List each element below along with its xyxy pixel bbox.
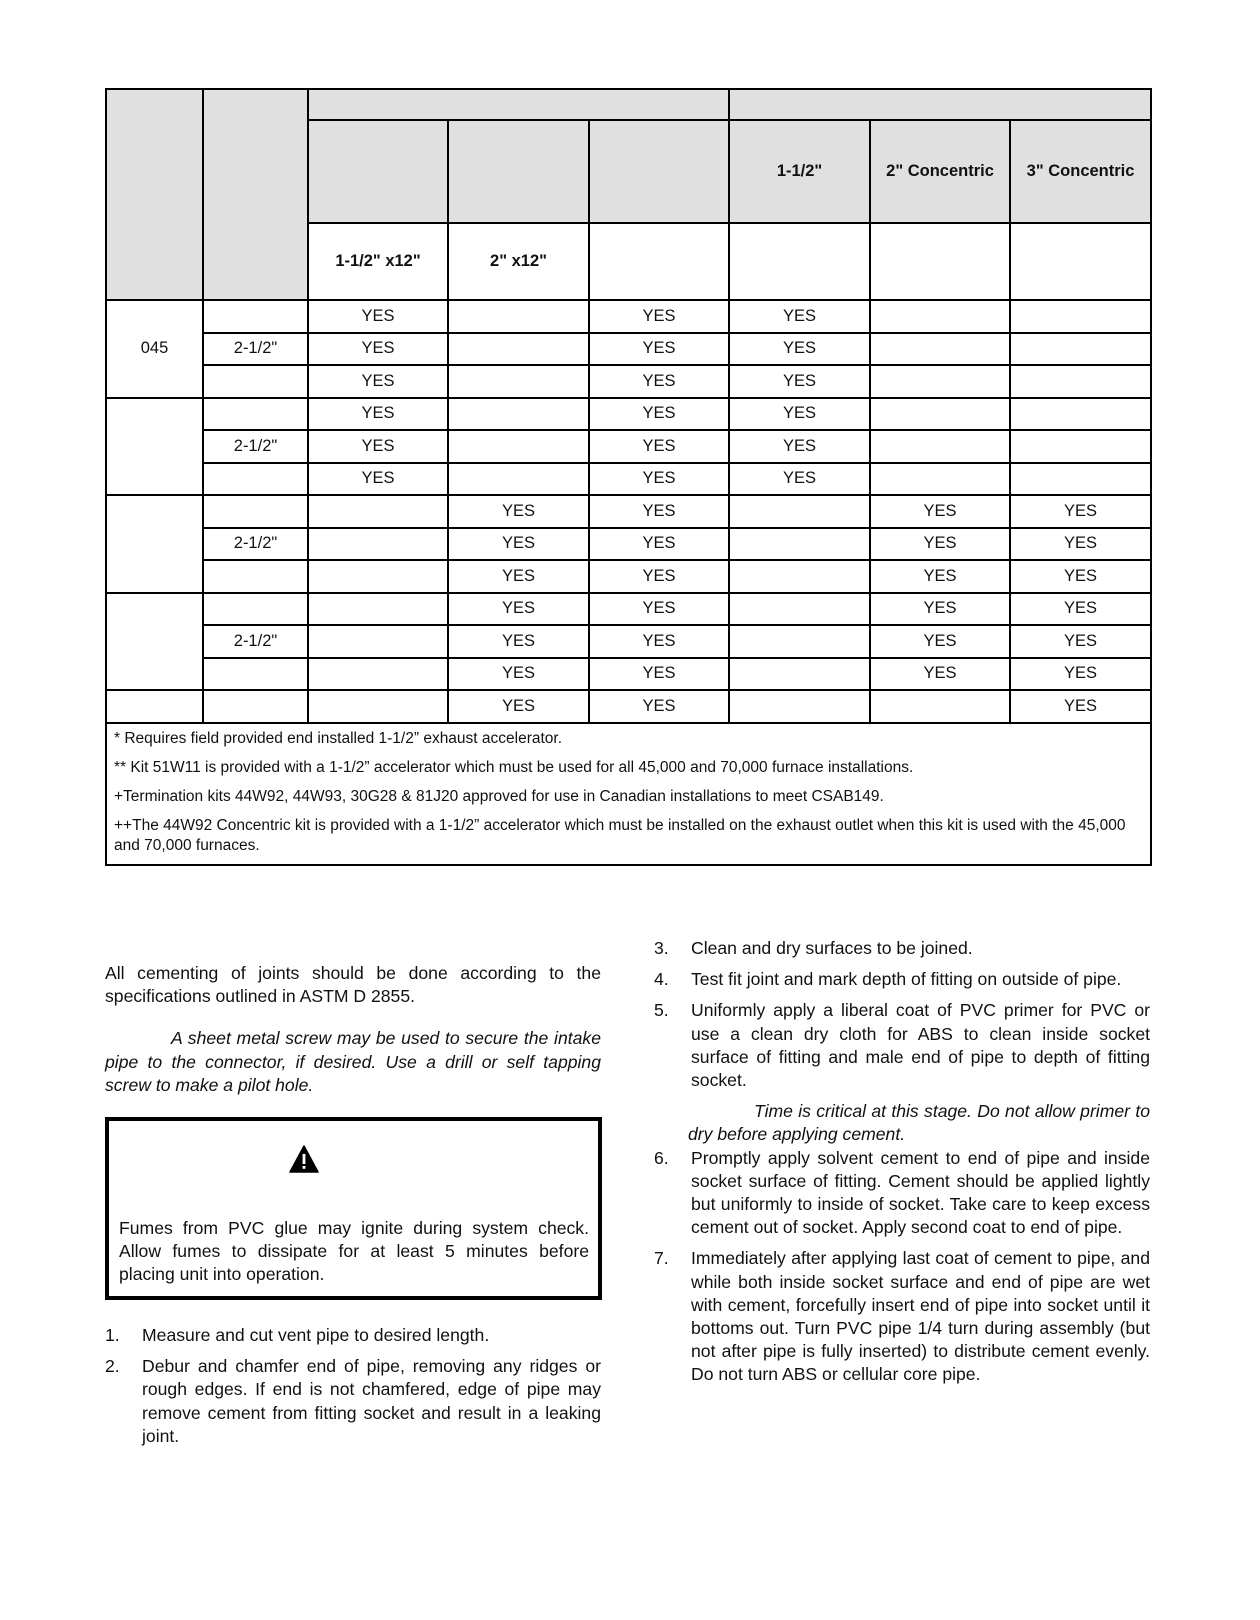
step-number: 4.	[654, 969, 669, 990]
size-cell: 2-1/2"	[203, 625, 308, 658]
data-cell	[308, 658, 448, 691]
header-cell: 2" x12"	[448, 223, 589, 300]
data-cell	[729, 560, 870, 593]
step-item	[105, 1324, 601, 1347]
data-cell: YES	[589, 560, 729, 593]
data-cell	[448, 463, 589, 496]
data-cell: YES	[1010, 690, 1151, 723]
header-group-standard	[308, 89, 729, 120]
data-cell: YES	[589, 495, 729, 528]
table-row	[106, 463, 1151, 496]
data-cell: YES	[870, 528, 1010, 561]
header-cell: 3" Concentric	[1010, 120, 1151, 223]
data-cell: YES	[870, 625, 1010, 658]
data-cell	[1010, 430, 1151, 463]
data-cell	[729, 690, 870, 723]
intro-paragraph: All cementing of joints should be done according to the specifications outlined in ASTM D 2855.	[105, 963, 601, 1007]
header-cell	[448, 120, 589, 223]
model-cell	[106, 690, 203, 723]
table-row	[106, 333, 1151, 366]
data-cell: YES	[1010, 528, 1151, 561]
step-item	[654, 999, 1150, 1092]
steps-left	[105, 1324, 601, 1456]
data-cell	[870, 430, 1010, 463]
data-cell: YES	[589, 398, 729, 431]
size-cell	[203, 495, 308, 528]
model-cell	[106, 593, 203, 691]
table-row	[106, 658, 1151, 691]
data-cell: YES	[308, 365, 448, 398]
data-cell: YES	[589, 300, 729, 333]
step-text: Immediately after applying last coat of cement to pipe, and while both inside socket surface and end of pipe are wet with cement, forcefully insert end of pipe into socket until it bottoms out. Turn PVC pipe 1/4 turn during assembly (but not after pipe is fully inserted) to distribute cement evenly. Do not turn ABS or cellular core pipe.	[691, 1248, 1150, 1385]
data-cell: YES	[589, 625, 729, 658]
step-number: 6.	[654, 1147, 669, 1168]
data-cell	[448, 365, 589, 398]
data-cell: YES	[1010, 495, 1151, 528]
step-number: 2.	[105, 1356, 120, 1377]
data-cell: YES	[729, 333, 870, 366]
size-cell	[203, 365, 308, 398]
data-cell	[870, 398, 1010, 431]
data-cell	[308, 593, 448, 626]
header-cell: 1-1/2" x12"	[308, 223, 448, 300]
data-cell	[870, 365, 1010, 398]
data-cell	[448, 333, 589, 366]
data-cell	[1010, 333, 1151, 366]
vent-termination-table	[105, 88, 1152, 866]
data-cell: YES	[308, 333, 448, 366]
step-item	[654, 937, 1150, 960]
data-cell: YES	[729, 365, 870, 398]
data-cell: YES	[308, 398, 448, 431]
data-cell: YES	[589, 333, 729, 366]
data-cell	[729, 593, 870, 626]
step-text: Debur and chamfer end of pipe, removing any ridges or rough edges. If end is not chamfered, edge of pipe may remove cement from fitting socket and result in a leaking joint.	[142, 1356, 601, 1446]
header-model	[106, 89, 203, 300]
data-cell: YES	[448, 625, 589, 658]
data-cell: YES	[729, 463, 870, 496]
header-cell: 2" Concentric	[870, 120, 1010, 223]
data-cell	[448, 430, 589, 463]
step-text: Clean and dry surfaces to be joined.	[691, 938, 973, 958]
header-cell	[729, 223, 870, 300]
data-cell: YES	[870, 593, 1010, 626]
table-row	[106, 593, 1151, 626]
data-cell: YES	[308, 430, 448, 463]
size-cell	[203, 593, 308, 626]
size-cell	[203, 463, 308, 496]
left-column	[105, 962, 601, 1097]
header-cell	[308, 120, 448, 223]
data-cell: YES	[870, 658, 1010, 691]
data-cell	[448, 300, 589, 333]
data-cell: YES	[448, 593, 589, 626]
data-cell: YES	[589, 463, 729, 496]
warning-box	[105, 1117, 602, 1300]
data-cell: YES	[448, 495, 589, 528]
data-cell: YES	[448, 690, 589, 723]
size-cell	[203, 690, 308, 723]
data-cell	[729, 528, 870, 561]
data-cell	[1010, 300, 1151, 333]
data-cell	[870, 333, 1010, 366]
data-cell	[308, 495, 448, 528]
data-cell	[1010, 398, 1151, 431]
data-cell	[870, 463, 1010, 496]
primer-note: Time is critical at this stage. Do not allow primer to dry before applying cement.	[688, 1101, 1150, 1145]
header-cell	[870, 223, 1010, 300]
data-cell: YES	[308, 463, 448, 496]
data-cell: YES	[1010, 625, 1151, 658]
screw-note: A sheet metal screw may be used to secure the intake pipe to the connector, if desired. Use a drill or self tapping screw to make a pilot hole.	[105, 1028, 601, 1095]
size-cell: 2-1/2"	[203, 430, 308, 463]
table-row	[106, 690, 1151, 723]
header-cell	[589, 223, 729, 300]
data-cell: YES	[589, 593, 729, 626]
header-cell	[1010, 223, 1151, 300]
size-cell	[203, 398, 308, 431]
data-cell: YES	[870, 560, 1010, 593]
table-row	[106, 528, 1151, 561]
step-number: 5.	[654, 1000, 669, 1021]
table-row	[106, 300, 1151, 333]
data-cell	[870, 690, 1010, 723]
table-row	[106, 495, 1151, 528]
size-cell	[203, 560, 308, 593]
footnote: +Termination kits 44W92, 44W93, 30G28 & 81J20 approved for use in Canadian installations to meet CSAB149.	[114, 787, 884, 805]
data-cell	[308, 625, 448, 658]
data-cell: YES	[1010, 560, 1151, 593]
data-cell: YES	[1010, 658, 1151, 691]
data-cell: YES	[589, 430, 729, 463]
data-cell: YES	[729, 300, 870, 333]
data-cell	[308, 690, 448, 723]
step-number: 3.	[654, 938, 669, 958]
data-cell: YES	[448, 658, 589, 691]
data-cell: YES	[729, 430, 870, 463]
size-cell	[203, 658, 308, 691]
step-text: Test fit joint and mark depth of fitting on outside of pipe.	[691, 969, 1122, 990]
data-cell	[870, 300, 1010, 333]
size-cell: 2-1/2"	[203, 528, 308, 561]
step-item	[654, 1247, 1150, 1386]
size-cell: 2-1/2"	[203, 333, 308, 366]
header-cell: 1-1/2"	[729, 120, 870, 223]
step-text: Promptly apply solvent cement to end of pipe and inside socket surface of fitting. Cement should be applied lightly but uniformly to inside of socket. Take care to keep excess cement out of socket. Apply second coat to end of pipe.	[691, 1147, 1150, 1238]
step-item	[105, 1355, 601, 1448]
table-row	[106, 398, 1151, 431]
model-cell: 045	[106, 300, 203, 398]
header-group-concentric	[729, 89, 1151, 120]
header-cell	[589, 120, 729, 223]
data-cell	[308, 528, 448, 561]
step-number: 1.	[105, 1325, 120, 1345]
warning-text: Fumes from PVC glue may ignite during system check. Allow fumes to dissipate for at least 5 minutes before placing unit into operation.	[119, 1218, 589, 1285]
data-cell	[729, 625, 870, 658]
model-cell	[106, 495, 203, 593]
data-cell	[729, 495, 870, 528]
table-row	[106, 430, 1151, 463]
data-cell: YES	[589, 690, 729, 723]
header-vent-size	[203, 89, 308, 300]
data-cell	[729, 658, 870, 691]
footnote: ** Kit 51W11 is provided with a 1-1/2” accelerator which must be used for all 45,000 and 70,000 furnace installations.	[114, 758, 914, 776]
step-item	[654, 1147, 1150, 1240]
table-footnotes	[106, 723, 1151, 865]
data-cell: YES	[870, 495, 1010, 528]
table-row	[106, 560, 1151, 593]
step-number: 7.	[654, 1248, 669, 1269]
table-row	[106, 365, 1151, 398]
data-cell: YES	[1010, 593, 1151, 626]
data-cell: YES	[448, 560, 589, 593]
data-cell	[1010, 365, 1151, 398]
data-cell	[1010, 463, 1151, 496]
warning-triangle-icon	[289, 1145, 319, 1173]
table-row	[106, 625, 1151, 658]
data-cell	[308, 560, 448, 593]
step-text: Measure and cut vent pipe to desired length.	[142, 1325, 490, 1345]
step-item	[654, 968, 1150, 991]
data-cell	[448, 398, 589, 431]
data-cell: YES	[589, 528, 729, 561]
size-cell	[203, 300, 308, 333]
data-cell: YES	[308, 300, 448, 333]
data-cell: YES	[589, 658, 729, 691]
data-cell: YES	[589, 365, 729, 398]
model-cell	[106, 398, 203, 496]
right-column	[654, 937, 1150, 1395]
footnote: * Requires field provided end installed 1-1/2” exhaust accelerator.	[114, 729, 563, 747]
footnote: ++The 44W92 Concentric kit is provided with a 1-1/2” accelerator which must be installed on the exhaust outlet when this kit is used with the 45,000 and 70,000 furnaces.	[114, 816, 1126, 854]
data-cell: YES	[448, 528, 589, 561]
step-text: Uniformly apply a liberal coat of PVC primer for PVC or use a clean dry cloth for ABS to clean inside socket surface of fitting and male end of pipe to depth of fitting socket.	[691, 1000, 1150, 1091]
data-cell: YES	[729, 398, 870, 431]
